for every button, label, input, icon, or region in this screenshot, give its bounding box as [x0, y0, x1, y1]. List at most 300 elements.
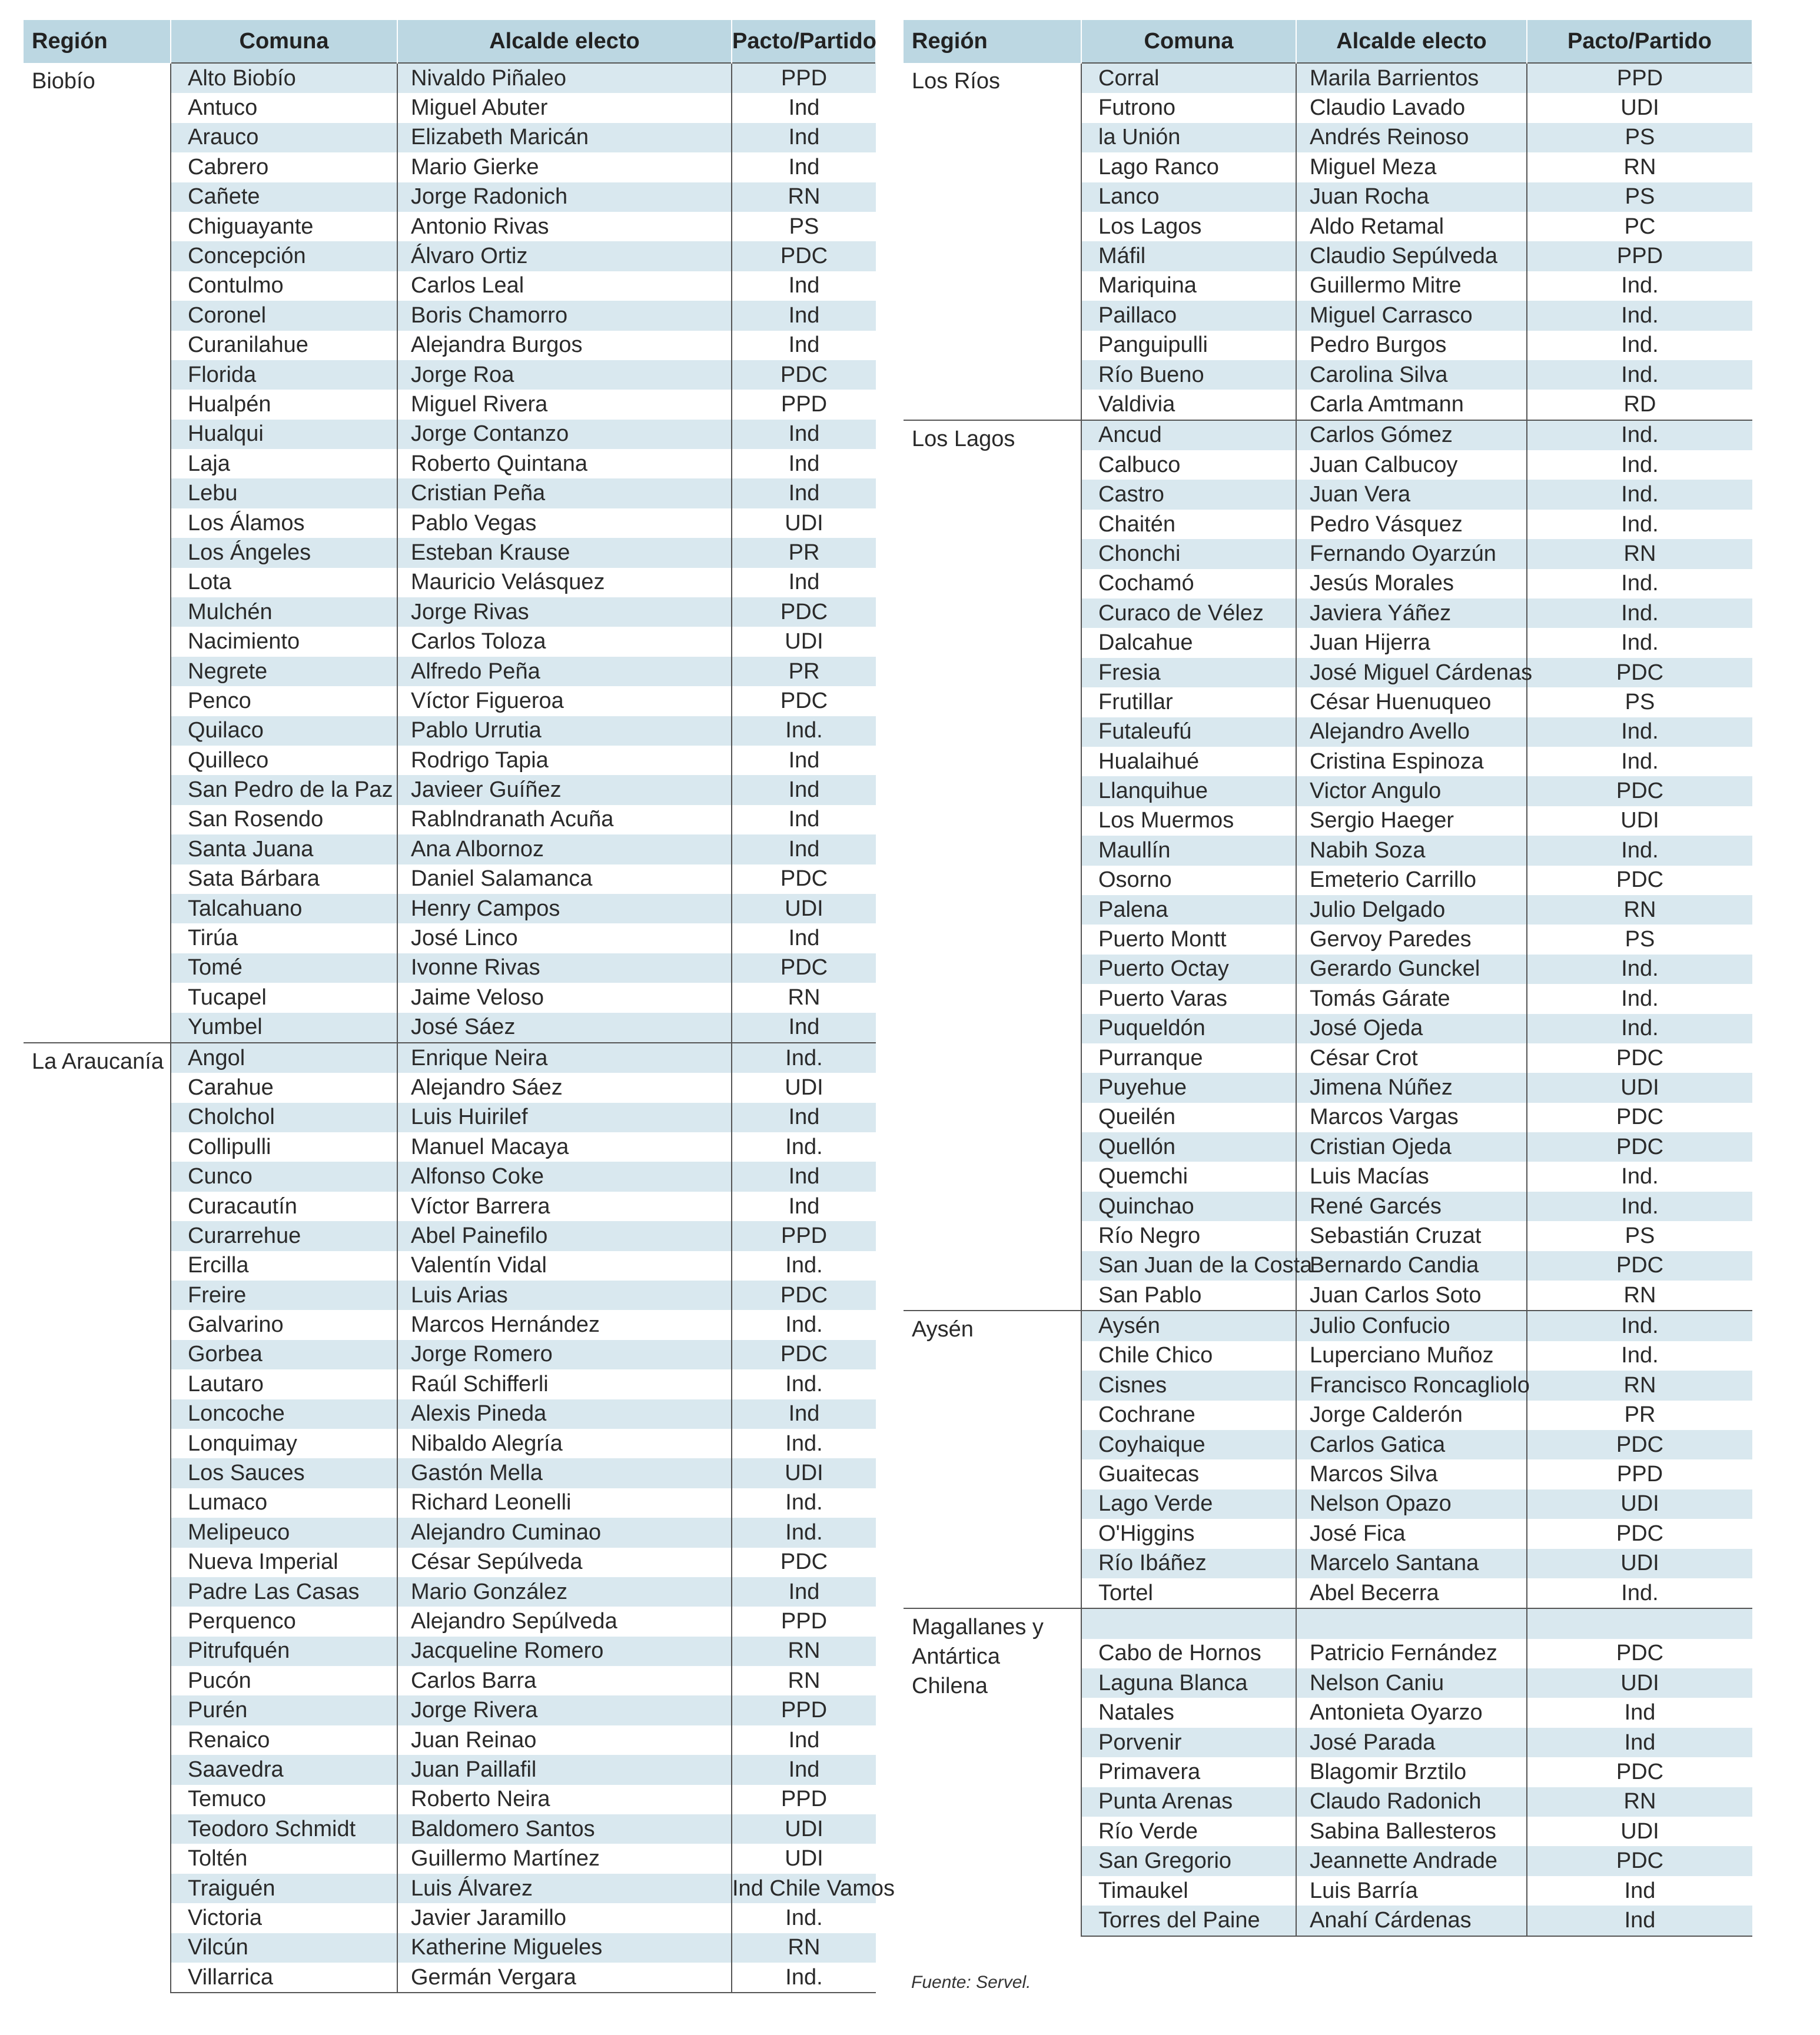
alcalde-cell: Javieer Guíñez: [397, 775, 732, 804]
pacto-cell: UDI: [1527, 1489, 1752, 1519]
pacto-cell: Ind.: [732, 716, 876, 746]
pacto-cell: PPD: [732, 1785, 876, 1814]
comuna-cell: Loncoche: [171, 1399, 397, 1429]
alcalde-cell: Victor Angulo: [1296, 776, 1527, 806]
pacto-cell: UDI: [732, 508, 876, 538]
alcalde-cell: Guillermo Martínez: [397, 1844, 732, 1873]
alcalde-cell: Pedro Vásquez: [1296, 510, 1527, 539]
comuna-cell: Queilén: [1081, 1103, 1296, 1132]
alcalde-cell: Andrés Reinoso: [1296, 123, 1527, 152]
comuna-cell: Río Ibáñez: [1081, 1549, 1296, 1578]
pacto-cell: Ind: [732, 1103, 876, 1132]
alcalde-cell: Daniel Salamanca: [397, 864, 732, 894]
pacto-cell: PPD: [1527, 63, 1752, 93]
comuna-cell: Lago Verde: [1081, 1489, 1296, 1519]
alcalde-cell: César Crot: [1296, 1043, 1527, 1073]
pacto-cell: PS: [1527, 687, 1752, 717]
pacto-cell: PS: [1527, 925, 1752, 954]
comuna-cell: [1081, 1608, 1296, 1638]
alcalde-cell: José Parada: [1296, 1728, 1527, 1757]
comuna-cell: Los Lagos: [1081, 212, 1296, 241]
alcalde-cell: Marcos Silva: [1296, 1459, 1527, 1489]
pacto-cell: Ind.: [1527, 955, 1752, 984]
alcalde-cell: Marcos Hernández: [397, 1310, 732, 1339]
pacto-cell: Ind.: [1527, 301, 1752, 330]
pacto-cell: Ind.: [1527, 628, 1752, 657]
comuna-cell: Villarrica: [171, 1963, 397, 1993]
alcalde-cell: Jorge Radonich: [397, 182, 732, 212]
comuna-cell: Temuco: [171, 1785, 397, 1814]
alcalde-cell: Juan Rocha: [1296, 182, 1527, 212]
pacto-cell: PPD: [732, 1607, 876, 1636]
comuna-cell: Pucón: [171, 1666, 397, 1695]
comuna-cell: Lanco: [1081, 182, 1296, 212]
comuna-cell: O'Higgins: [1081, 1519, 1296, 1548]
comuna-cell: Melipeuco: [171, 1518, 397, 1547]
alcalde-cell: Bernardo Candia: [1296, 1251, 1527, 1281]
alcalde-cell: Alfredo Peña: [397, 657, 732, 686]
left-results-table: [24, 20, 895, 1993]
alcalde-cell: Carlos Leal: [397, 271, 732, 301]
header-region: Región: [904, 20, 1081, 63]
alcalde-cell: Jorge Roa: [397, 360, 732, 390]
alcalde-cell: René Garcés: [1296, 1192, 1527, 1221]
comuna-cell: Angol: [171, 1043, 397, 1073]
comuna-cell: Mulchén: [171, 597, 397, 627]
comuna-cell: Yumbel: [171, 1013, 397, 1043]
comuna-cell: San Gregorio: [1081, 1846, 1296, 1876]
alcalde-cell: Carolina Silva: [1296, 360, 1527, 390]
pacto-cell: Ind: [732, 775, 876, 804]
pacto-cell: Ind.: [1527, 450, 1752, 480]
comuna-cell: Hualqui: [171, 420, 397, 449]
alcalde-cell: Nelson Caniu: [1296, 1668, 1527, 1698]
comuna-cell: Cabrero: [171, 152, 397, 182]
pacto-cell: PDC: [732, 1548, 876, 1577]
pacto-cell: Ind.: [1527, 1578, 1752, 1608]
comuna-cell: Laguna Blanca: [1081, 1668, 1296, 1698]
alcalde-cell: Juan Reinao: [397, 1725, 732, 1755]
pacto-cell: Ind.: [732, 1369, 876, 1399]
alcalde-cell: Marcelo Santana: [1296, 1549, 1527, 1578]
alcalde-cell: Luis Macías: [1296, 1162, 1527, 1191]
pacto-cell: RN: [1527, 152, 1752, 182]
comuna-cell: Pitrufquén: [171, 1637, 397, 1666]
comuna-cell: Cisnes: [1081, 1371, 1296, 1400]
alcalde-cell: Pablo Vegas: [397, 508, 732, 538]
comuna-cell: Sata Bárbara: [171, 864, 397, 894]
alcalde-cell: Miguel Carrasco: [1296, 301, 1527, 330]
comuna-cell: Hualpén: [171, 390, 397, 419]
pacto-cell: Ind.: [1527, 569, 1752, 598]
table-row: [904, 420, 1752, 450]
header-comuna: Comuna: [1081, 20, 1296, 63]
comuna-cell: Curaco de Vélez: [1081, 598, 1296, 628]
table-header-row: [904, 20, 1752, 63]
alcalde-cell: Abel Becerra: [1296, 1578, 1527, 1608]
pacto-cell: PR: [732, 538, 876, 567]
comuna-cell: Coyhaique: [1081, 1430, 1296, 1459]
pacto-cell: UDI: [732, 1073, 876, 1102]
pacto-cell: PDC: [1527, 1757, 1752, 1787]
comuna-cell: Puerto Montt: [1081, 925, 1296, 954]
comuna-cell: Puerto Octay: [1081, 955, 1296, 984]
alcalde-cell: Elizabeth Maricán: [397, 123, 732, 152]
comuna-cell: Cabo de Hornos: [1081, 1639, 1296, 1668]
alcalde-cell: Anahí Cárdenas: [1296, 1906, 1527, 1936]
comuna-cell: Puerto Varas: [1081, 984, 1296, 1013]
comuna-cell: Llanquihue: [1081, 776, 1296, 806]
pacto-cell: PDC: [1527, 1430, 1752, 1459]
alcalde-cell: [1296, 1608, 1527, 1638]
comuna-cell: Laja: [171, 449, 397, 478]
alcalde-cell: José Ojeda: [1296, 1014, 1527, 1043]
pacto-cell: RD: [1527, 390, 1752, 420]
alcalde-cell: Jorge Contanzo: [397, 420, 732, 449]
comuna-cell: Máfil: [1081, 241, 1296, 271]
alcalde-cell: Marila Barrientos: [1296, 63, 1527, 93]
alcalde-cell: José Fica: [1296, 1519, 1527, 1548]
pacto-cell: PDC: [1527, 1846, 1752, 1876]
pacto-cell: Ind: [732, 834, 876, 864]
alcalde-cell: César Sepúlveda: [397, 1548, 732, 1577]
comuna-cell: Talcahuano: [171, 894, 397, 923]
comuna-cell: Timaukel: [1081, 1876, 1296, 1906]
alcalde-cell: Jorge Romero: [397, 1340, 732, 1369]
alcalde-cell: Jorge Rivera: [397, 1695, 732, 1725]
pacto-cell: Ind.: [1527, 836, 1752, 865]
alcalde-cell: Pablo Urrutia: [397, 716, 732, 746]
alcalde-cell: Nibaldo Alegría: [397, 1429, 732, 1458]
header-pacto: Pacto/Partido: [1527, 20, 1752, 63]
comuna-cell: San Rosendo: [171, 805, 397, 834]
pacto-cell: Ind.: [1527, 717, 1752, 747]
comuna-cell: Tirúa: [171, 923, 397, 953]
comuna-cell: Primavera: [1081, 1757, 1296, 1787]
pacto-cell: PDC: [1527, 776, 1752, 806]
alcalde-cell: Manuel Macaya: [397, 1132, 732, 1162]
alcalde-cell: Juan Hijerra: [1296, 628, 1527, 657]
alcalde-cell: Cristina Espinoza: [1296, 747, 1527, 776]
pacto-cell: Ind: [732, 568, 876, 597]
pacto-cell: RN: [732, 1666, 876, 1695]
comuna-cell: Coronel: [171, 301, 397, 330]
comuna-cell: Dalcahue: [1081, 628, 1296, 657]
alcalde-cell: Juan Paillafil: [397, 1755, 732, 1784]
comuna-cell: Ercilla: [171, 1251, 397, 1281]
comuna-cell: San Pedro de la Paz: [171, 775, 397, 804]
pacto-cell: Ind: [732, 331, 876, 360]
alcalde-cell: Víctor Figueroa: [397, 686, 732, 716]
pacto-cell: Ind.: [1527, 1192, 1752, 1221]
alcalde-cell: Aldo Retamal: [1296, 212, 1527, 241]
alcalde-cell: Claudo Radonich: [1296, 1787, 1527, 1817]
alcalde-cell: Katherine Migueles: [397, 1933, 732, 1963]
comuna-cell: Maullín: [1081, 836, 1296, 865]
alcalde-cell: Gerardo Gunckel: [1296, 955, 1527, 984]
region-cell: Magallanes y Antártica Chilena: [904, 1608, 1081, 1936]
pacto-cell: Ind: [1527, 1876, 1752, 1906]
alcalde-cell: Jaime Veloso: [397, 983, 732, 1012]
alcalde-cell: Alejandro Avello: [1296, 717, 1527, 747]
pacto-cell: PDC: [732, 360, 876, 390]
alcalde-cell: Alfonso Coke: [397, 1162, 732, 1191]
alcalde-cell: Víctor Barrera: [397, 1192, 732, 1221]
pacto-cell: UDI: [732, 627, 876, 656]
comuna-cell: Florida: [171, 360, 397, 390]
alcalde-cell: Abel Painefilo: [397, 1221, 732, 1251]
pacto-cell: Ind: [732, 420, 876, 449]
comuna-cell: Hualaihué: [1081, 747, 1296, 776]
pacto-cell: PPD: [1527, 1459, 1752, 1489]
comuna-cell: Lebu: [171, 478, 397, 508]
alcalde-cell: Luperciano Muñoz: [1296, 1341, 1527, 1371]
comuna-cell: Lota: [171, 568, 397, 597]
alcalde-cell: Alejandro Sepúlveda: [397, 1607, 732, 1636]
comuna-cell: Puqueldón: [1081, 1014, 1296, 1043]
region-cell: Los Lagos: [904, 420, 1081, 1311]
comuna-cell: Alto Biobío: [171, 63, 397, 93]
pacto-cell: Ind.: [1527, 331, 1752, 360]
comuna-cell: Panguipulli: [1081, 331, 1296, 360]
comuna-cell: Lonquimay: [171, 1429, 397, 1458]
region-cell: Biobío: [24, 63, 171, 1043]
pacto-cell: [1527, 1608, 1752, 1638]
pacto-cell: PDC: [732, 1340, 876, 1369]
pacto-cell: PDC: [1527, 1519, 1752, 1548]
pacto-cell: RN: [732, 1637, 876, 1666]
comuna-cell: Lago Ranco: [1081, 152, 1296, 182]
pacto-cell: PDC: [732, 686, 876, 716]
pacto-cell: Ind.: [1527, 420, 1752, 450]
pacto-cell: RN: [1527, 539, 1752, 568]
comuna-cell: Purranque: [1081, 1043, 1296, 1073]
alcalde-cell: Jacqueline Romero: [397, 1637, 732, 1666]
comuna-cell: Lumaco: [171, 1488, 397, 1518]
alcalde-cell: Cristian Ojeda: [1296, 1132, 1527, 1162]
pacto-cell: RN: [1527, 1371, 1752, 1400]
comuna-cell: Futrono: [1081, 93, 1296, 122]
comuna-cell: Carahue: [171, 1073, 397, 1102]
comuna-cell: Chonchi: [1081, 539, 1296, 568]
comuna-cell: Porvenir: [1081, 1728, 1296, 1757]
pacto-cell: Ind: [732, 1192, 876, 1221]
alcalde-cell: Raúl Schifferli: [397, 1369, 732, 1399]
comuna-cell: Negrete: [171, 657, 397, 686]
comuna-cell: Punta Arenas: [1081, 1787, 1296, 1817]
comuna-cell: Río Negro: [1081, 1221, 1296, 1251]
pacto-cell: PC: [1527, 212, 1752, 241]
comuna-cell: Calbuco: [1081, 450, 1296, 480]
comuna-cell: Gorbea: [171, 1340, 397, 1369]
alcalde-cell: Mario Gierke: [397, 152, 732, 182]
pacto-cell: Ind.: [732, 1043, 876, 1073]
alcalde-cell: Javiera Yáñez: [1296, 598, 1527, 628]
header-alcalde: Alcalde electo: [397, 20, 732, 63]
pacto-cell: PS: [1527, 123, 1752, 152]
alcalde-cell: Miguel Rivera: [397, 390, 732, 419]
alcalde-cell: Tomás Gárate: [1296, 984, 1527, 1013]
pacto-cell: Ind.: [1527, 747, 1752, 776]
region-cell: La Araucanía: [24, 1043, 171, 1993]
pacto-cell: Ind.: [1527, 271, 1752, 301]
alcalde-cell: Roberto Neira: [397, 1785, 732, 1814]
pacto-cell: PDC: [732, 864, 876, 894]
pacto-cell: Ind.: [1527, 1014, 1752, 1043]
pacto-cell: PDC: [1527, 658, 1752, 687]
comuna-cell: Los Álamos: [171, 508, 397, 538]
comuna-cell: Freire: [171, 1281, 397, 1310]
alcalde-cell: Roberto Quintana: [397, 449, 732, 478]
pacto-cell: Ind: [732, 478, 876, 508]
alcalde-cell: Sebastián Cruzat: [1296, 1221, 1527, 1251]
comuna-cell: Torres del Paine: [1081, 1906, 1296, 1936]
alcalde-cell: Baldomero Santos: [397, 1814, 732, 1844]
pacto-cell: RN: [1527, 1281, 1752, 1311]
alcalde-cell: Álvaro Ortiz: [397, 241, 732, 271]
alcalde-cell: Valentín Vidal: [397, 1251, 732, 1281]
comuna-cell: Río Bueno: [1081, 360, 1296, 390]
comuna-cell: Contulmo: [171, 271, 397, 301]
alcalde-cell: Gastón Mella: [397, 1458, 732, 1488]
pacto-cell: Ind: [732, 93, 876, 122]
comuna-cell: Guaitecas: [1081, 1459, 1296, 1489]
comuna-cell: Fresia: [1081, 658, 1296, 687]
comuna-cell: Traiguén: [171, 1874, 397, 1903]
alcalde-cell: Luis Álvarez: [397, 1874, 732, 1903]
alcalde-cell: Fernando Oyarzún: [1296, 539, 1527, 568]
comuna-cell: Los Ángeles: [171, 538, 397, 567]
pacto-cell: PPD: [1527, 241, 1752, 271]
comuna-cell: Mariquina: [1081, 271, 1296, 301]
alcalde-cell: Luis Arias: [397, 1281, 732, 1310]
pacto-cell: Ind.: [1527, 984, 1752, 1013]
alcalde-cell: Luis Huirilef: [397, 1103, 732, 1132]
alcalde-cell: Jesús Morales: [1296, 569, 1527, 598]
alcalde-cell: Guillermo Mitre: [1296, 271, 1527, 301]
alcalde-cell: Esteban Krause: [397, 538, 732, 567]
pacto-cell: PDC: [1527, 1251, 1752, 1281]
alcalde-cell: Mario González: [397, 1577, 732, 1607]
comuna-cell: Cunco: [171, 1162, 397, 1191]
comuna-cell: Nacimiento: [171, 627, 397, 656]
pacto-cell: PDC: [732, 1281, 876, 1310]
pacto-cell: Ind.: [1527, 1162, 1752, 1191]
header-region: Región: [24, 20, 171, 63]
alcalde-cell: Germán Vergara: [397, 1963, 732, 1993]
alcalde-cell: Juan Carlos Soto: [1296, 1281, 1527, 1311]
pacto-cell: PDC: [1527, 866, 1752, 895]
pacto-cell: UDI: [732, 1458, 876, 1488]
alcalde-cell: Julio Confucio: [1296, 1311, 1527, 1341]
pacto-cell: Ind.: [1527, 1311, 1752, 1341]
alcalde-cell: Jorge Rivas: [397, 597, 732, 627]
pacto-cell: Ind.: [1527, 510, 1752, 539]
pacto-cell: UDI: [1527, 1549, 1752, 1578]
alcalde-cell: José Sáez: [397, 1013, 732, 1043]
pacto-cell: Ind: [1527, 1906, 1752, 1936]
alcalde-cell: Rablndranath Acuña: [397, 805, 732, 834]
comuna-cell: Los Sauces: [171, 1458, 397, 1488]
comuna-cell: Corral: [1081, 63, 1296, 93]
table-row: [24, 63, 876, 93]
alcalde-cell: Patricio Fernández: [1296, 1639, 1527, 1668]
comuna-cell: Quilleco: [171, 746, 397, 775]
comuna-cell: Victoria: [171, 1903, 397, 1933]
alcalde-cell: Cristian Peña: [397, 478, 732, 508]
comuna-cell: Quilaco: [171, 716, 397, 746]
comuna-cell: Teodoro Schmidt: [171, 1814, 397, 1844]
comuna-cell: Antuco: [171, 93, 397, 122]
table-body: [904, 63, 1752, 1936]
pacto-cell: Ind.: [1527, 598, 1752, 628]
table-header-row: [24, 20, 876, 63]
alcalde-cell: Francisco Roncagliolo: [1296, 1371, 1527, 1400]
alcalde-cell: Jeannette Andrade: [1296, 1846, 1527, 1876]
pacto-cell: Ind: [732, 152, 876, 182]
alcalde-cell: Antonio Rivas: [397, 212, 732, 241]
alcalde-cell: Pedro Burgos: [1296, 331, 1527, 360]
pacto-cell: RN: [732, 182, 876, 212]
pacto-cell: Ind.: [1527, 1341, 1752, 1371]
pacto-cell: Ind.: [732, 1251, 876, 1281]
alcalde-cell: Boris Chamorro: [397, 301, 732, 330]
alcalde-cell: José Miguel Cárdenas: [1296, 658, 1527, 687]
alcalde-cell: Claudio Sepúlveda: [1296, 241, 1527, 271]
pacto-cell: Ind.: [732, 1310, 876, 1339]
pacto-cell: Ind.: [732, 1429, 876, 1458]
pacto-cell: PDC: [732, 241, 876, 271]
pacto-cell: PDC: [732, 597, 876, 627]
alcalde-cell: Miguel Abuter: [397, 93, 732, 122]
alcalde-cell: José Linco: [397, 923, 732, 953]
comuna-cell: San Juan de la Costa: [1081, 1251, 1296, 1281]
comuna-cell: Valdivia: [1081, 390, 1296, 420]
comuna-cell: Tortel: [1081, 1578, 1296, 1608]
comuna-cell: Aysén: [1081, 1311, 1296, 1341]
alcalde-cell: Miguel Meza: [1296, 152, 1527, 182]
pacto-cell: RN: [1527, 1787, 1752, 1817]
alcalde-cell: Nelson Opazo: [1296, 1489, 1527, 1519]
alcalde-cell: Carlos Gatica: [1296, 1430, 1527, 1459]
pacto-cell: UDI: [732, 1814, 876, 1844]
pacto-cell: PDC: [732, 953, 876, 983]
alcalde-cell: Rodrigo Tapia: [397, 746, 732, 775]
pacto-cell: PS: [732, 212, 876, 241]
pacto-cell: Ind: [1527, 1698, 1752, 1727]
pacto-cell: PS: [1527, 1221, 1752, 1251]
pacto-cell: PDC: [1527, 1639, 1752, 1668]
header-comuna: Comuna: [171, 20, 397, 63]
pacto-cell: Ind: [732, 923, 876, 953]
pacto-cell: Ind: [732, 1755, 876, 1784]
pacto-cell: RN: [732, 1933, 876, 1963]
alcalde-cell: Jimena Núñez: [1296, 1073, 1527, 1102]
comuna-cell: Collipulli: [171, 1132, 397, 1162]
comuna-cell: Quinchao: [1081, 1192, 1296, 1221]
comuna-cell: la Unión: [1081, 123, 1296, 152]
pacto-cell: PDC: [1527, 1132, 1752, 1162]
pacto-cell: Ind: [732, 805, 876, 834]
pacto-cell: Ind.: [732, 1518, 876, 1547]
comuna-cell: Quemchi: [1081, 1162, 1296, 1191]
pacto-cell: UDI: [732, 894, 876, 923]
pacto-cell: Ind.: [1527, 480, 1752, 509]
comuna-cell: San Pablo: [1081, 1281, 1296, 1311]
pacto-cell: Ind.: [1527, 360, 1752, 390]
alcalde-cell: Juan Calbucoy: [1296, 450, 1527, 480]
pacto-cell: PPD: [732, 63, 876, 93]
